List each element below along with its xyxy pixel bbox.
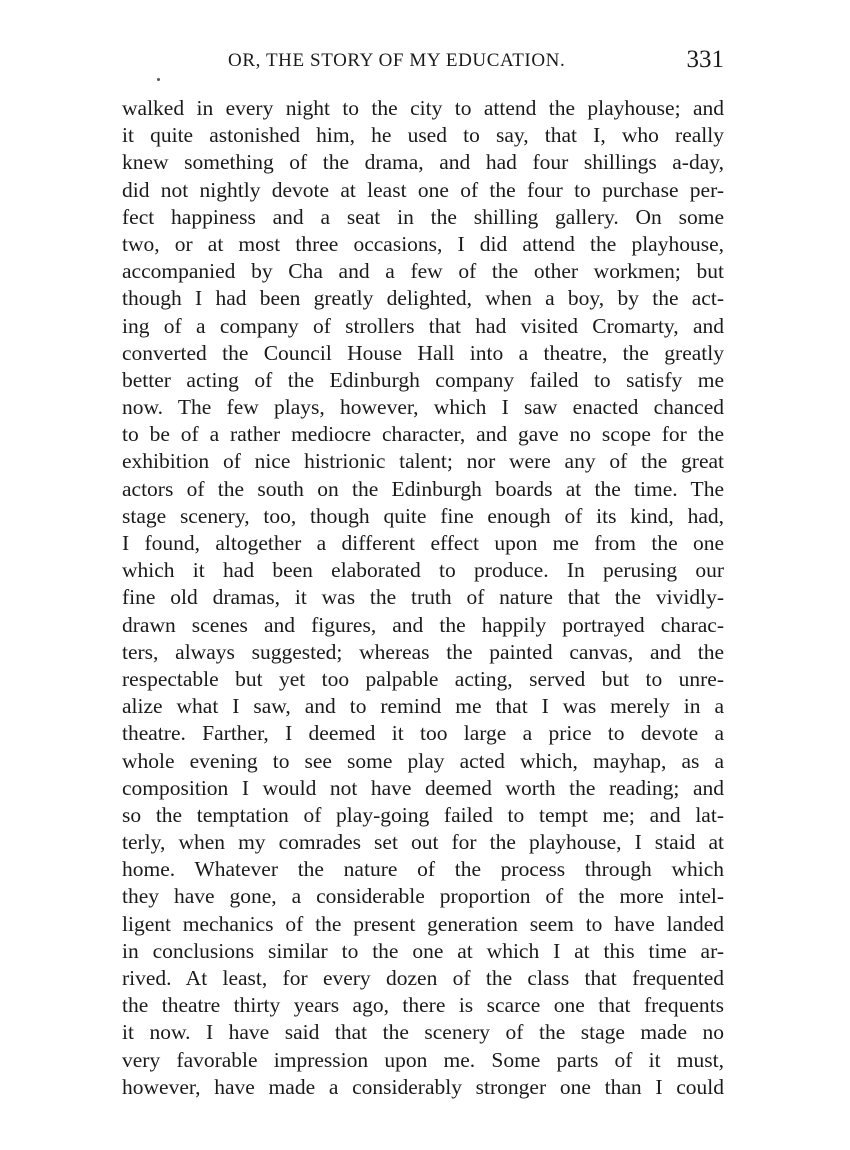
text-line: though I had been greatly delighted, when a boy, by the act- bbox=[122, 286, 724, 311]
text-line: accompanied by Cha and a few of the other workmen; but bbox=[122, 259, 724, 284]
text-line: it now. I have said that the scenery of the stage made no bbox=[122, 1020, 724, 1045]
text-line: whole evening to see some play acted which, mayhap, as a bbox=[122, 748, 724, 773]
text-line: home. Whatever the nature of the process through which bbox=[122, 857, 724, 882]
running-head: OR, THE STORY OF MY EDUCATION. bbox=[228, 50, 566, 71]
text-line: very favorable impression upon me. Some parts of it must, bbox=[122, 1047, 724, 1072]
text-line: stage scenery, too, though quite fine enough of its kind, had, bbox=[122, 503, 724, 528]
print-speck bbox=[157, 78, 160, 81]
text-line: to be of a rather mediocre character, and gave no scope for the bbox=[122, 422, 724, 447]
text-line: theatre. Farther, I deemed it too large a price to devote a bbox=[122, 721, 724, 746]
text-line: I found, altogether a different effect upon me from the one bbox=[122, 531, 724, 555]
text-line: did not nightly devote at least one of the four to purchase per- bbox=[122, 177, 724, 202]
text-line: now. The few plays, however, which I saw enacted chanced bbox=[122, 395, 724, 420]
text-line: actors of the south on the Edinburgh boards at the time. The bbox=[122, 476, 724, 501]
text-line: walked in every night to the city to attend the playhouse; and bbox=[122, 96, 724, 120]
text-line: composition I would not have deemed worth the reading; and bbox=[122, 775, 724, 800]
text-line: the theatre thirty years ago, there is scarce one that frequents bbox=[122, 993, 724, 1018]
text-line: exhibition of nice histrionic talent; nor were any of the great bbox=[122, 449, 724, 474]
text-line: drawn scenes and figures, and the happily portrayed charac- bbox=[122, 612, 724, 637]
page-number: 331 bbox=[686, 46, 724, 73]
text-line: converted the Council House Hall into a theatre, the greatly bbox=[122, 340, 724, 365]
text-line: however, have made a considerably stronger one than I could bbox=[122, 1074, 724, 1099]
text-line: which it had been elaborated to produce. In perusing our bbox=[122, 558, 724, 583]
text-line: ters, always suggested; whereas the painted canvas, and the bbox=[122, 639, 724, 664]
body-text bbox=[122, 95, 724, 1101]
text-line: alize what I saw, and to remind me that I was merely in a bbox=[122, 694, 724, 719]
text-line: it quite astonished him, he used to say, that I, who really bbox=[122, 123, 724, 148]
text-line: in conclusions similar to the one at which I at this time ar- bbox=[122, 938, 724, 963]
text-line: they have gone, a considerable proportion of the more intel- bbox=[122, 884, 724, 909]
text-line: fine old dramas, it was the truth of nature that the vividly- bbox=[122, 585, 724, 610]
text-line: respectable but yet too palpable acting, served but to unre- bbox=[122, 666, 724, 691]
text-line: two, or at most three occasions, I did attend the playhouse, bbox=[122, 231, 724, 256]
text-line: rived. At least, for every dozen of the class that frequented bbox=[122, 966, 724, 990]
text-line: knew something of the drama, and had four shillings a-day, bbox=[122, 150, 724, 175]
text-line: ing of a company of strollers that had visited Cromarty, and bbox=[122, 313, 724, 338]
text-line: ligent mechanics of the present generation seem to have landed bbox=[122, 911, 724, 936]
text-line: better acting of the Edinburgh company failed to satisfy me bbox=[122, 367, 724, 392]
text-line: terly, when my comrades set out for the playhouse, I staid at bbox=[122, 830, 724, 855]
text-line: fect happiness and a seat in the shilling gallery. On some bbox=[122, 204, 724, 229]
text-line: so the temptation of play-going failed to tempt me; and lat- bbox=[122, 802, 724, 827]
page-header bbox=[122, 46, 724, 86]
